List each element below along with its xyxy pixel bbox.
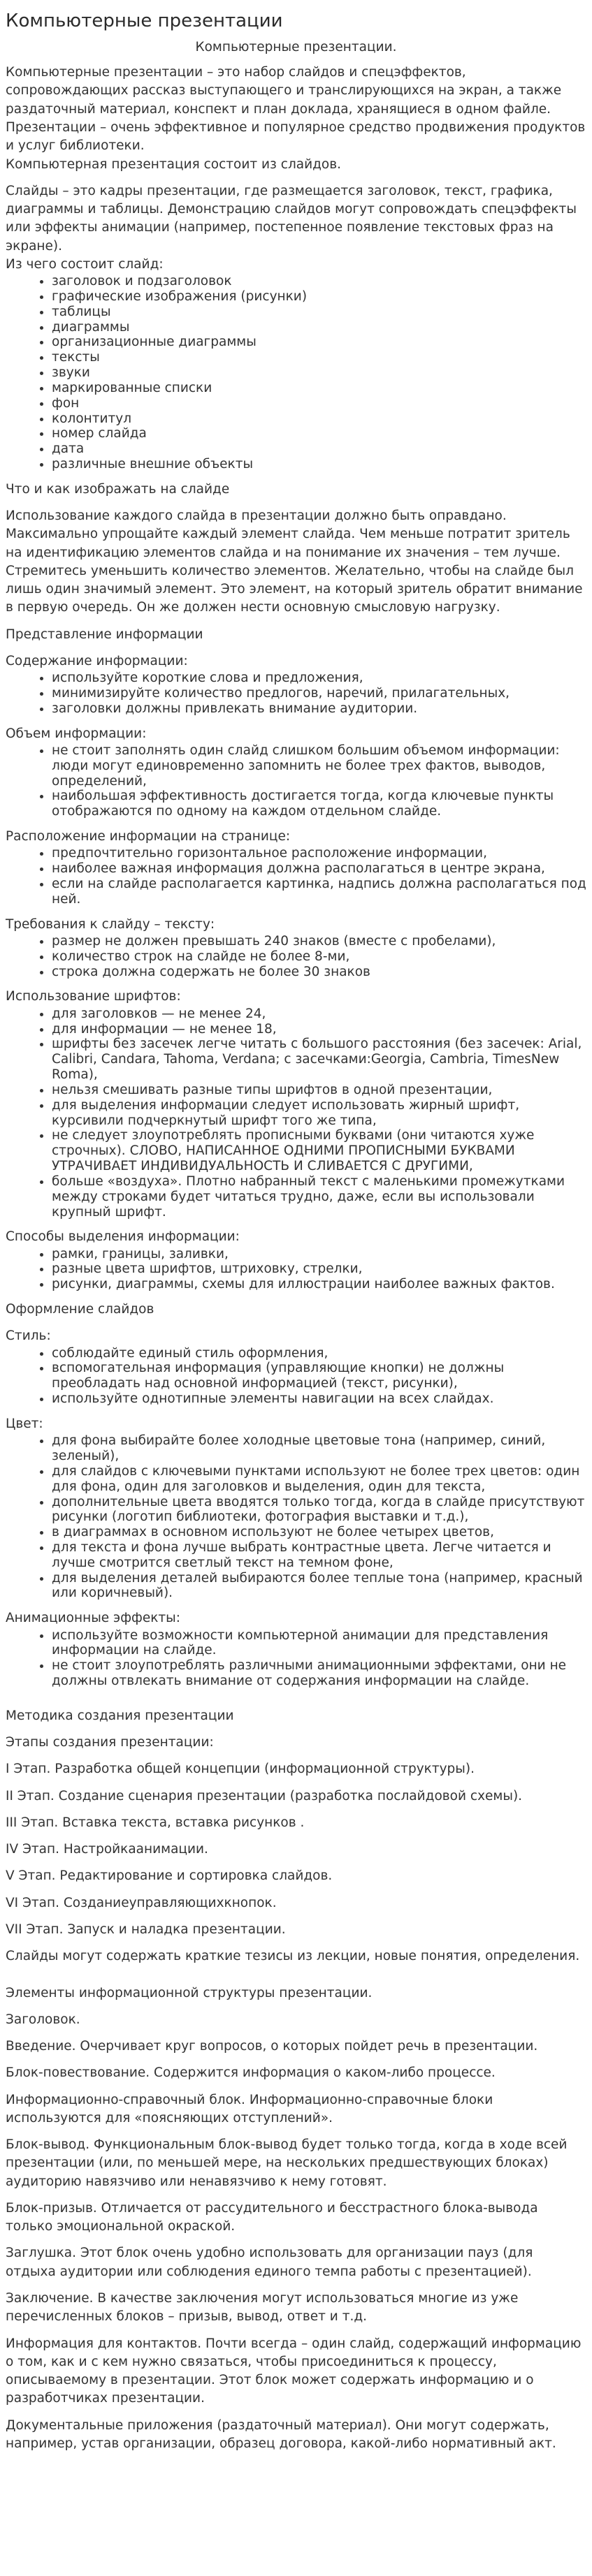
subsection-heading: Стиль:	[6, 1329, 51, 1344]
list-item: • не стоит заполнять один слайд слишком большим объемом информации: люди могут единовременно запомнить не более трех фактов, выводов, определений,	[52, 743, 586, 789]
layout-list	[6, 846, 586, 907]
list-item: • номер слайда	[52, 426, 586, 441]
subsection-heading: Способы выделения информации:	[6, 1229, 240, 1245]
list-paragraph: Информационно-справочный блок. Информационно-справочные блоки используются для «поясняющих отступлений».	[6, 2092, 493, 2125]
list-item: • дата	[52, 441, 586, 457]
list-item: • заголовок и подзаголовок	[52, 274, 586, 289]
section-heading: Методика создания презентации	[6, 1708, 234, 1723]
subsection-heading: Объем информации:	[6, 726, 147, 741]
list-item: • для слайдов с ключевыми пунктами используют не более трех цветов: один для фона, один для заголовков и выделения, один для текста,	[52, 1464, 586, 1495]
section-heading: Оформление слайдов	[6, 1302, 154, 1317]
slides-description: Слайды – это кадры презентации, где размещается заголовок, текст, графика, диаграммы и таблицы. Демонстрацию слайдов могут сопровождать спецэффекты или эффекты анимации (например, постепенное появление текстовых фраз на экране).	[6, 183, 577, 254]
list-item: • наибольшая эффективность достигается тогда, когда ключевые пункты отображаются по одному на каждом отдельном слайде.	[52, 789, 586, 819]
stages-note: Слайды могут содержать краткие тезисы из лекции, новые понятия, определения.	[6, 1949, 580, 1964]
anim-list	[6, 1628, 586, 1689]
intro-paragraph: Компьютерные презентации – это набор слайдов и спецэффектов, сопровождающих рассказ выступающего и транслирующихся на экран, а также раздаточный материал, конспект и план доклада, хранящиеся в одном файле. Презентации – очень эффективное и популярное средство продвижения продуктов и услуг библиотеки.	[6, 65, 586, 154]
list-paragraph: I Этап. Разработка общей концепции (информационной структуры).	[6, 1762, 475, 1777]
list-paragraph: III Этап. Вставка текста, вставка рисунков .	[6, 1815, 305, 1830]
list-item: • используйте однотипные элементы навигации на всех слайдах.	[52, 1391, 586, 1407]
color-list	[6, 1433, 586, 1601]
style-list	[6, 1346, 586, 1407]
list-item: • для выделения информации следует использовать жирный шрифт, курсивили подчеркнутый шрифт того же типа,	[52, 1098, 586, 1129]
list-paragraph: Заглушка. Этот блок очень удобно использовать для организации пауз (для отдыха аудитории или соблюдения единого темпа работы с презентацией).	[6, 2246, 533, 2279]
list-item: • предпочтительно горизонтальное расположение информации,	[52, 846, 586, 861]
list-paragraph: Заголовок.	[6, 2012, 80, 2027]
list-item: • количество строк на слайде не более 8-ми,	[52, 949, 586, 965]
slide-parts-heading: Из чего состоит слайд:	[6, 256, 164, 272]
list-item: • строка должна содержать не более 30 знаков	[52, 965, 586, 980]
subsection-heading: Содержание информации:	[6, 653, 188, 668]
subsection-heading: Этапы создания презентации:	[6, 1735, 214, 1750]
list-item: • графические изображения (рисунки)	[52, 289, 586, 305]
elements-list	[6, 2011, 586, 2453]
list-paragraph: VI Этап. Созданиеуправляющихкнопок.	[6, 1895, 277, 1910]
list-item: • дополнительные цвета вводятся только тогда, когда в слайде присутствуют рисунки (логотип библиотеки, фотография выставки и т.д.),	[52, 1495, 586, 1525]
text-req-list	[6, 934, 586, 979]
list-item: • таблицы	[52, 305, 586, 320]
list-item: • рисунки, диаграммы, схемы для иллюстрации наиболее важных фактов.	[52, 1277, 586, 1292]
list-item: • минимизируйте количество предлогов, наречий, прилагательных,	[52, 686, 586, 701]
content-list	[6, 671, 586, 716]
list-item: • в диаграммах в основном используют не более четырех цветов,	[52, 1525, 586, 1540]
section-heading: Представление информации	[6, 627, 203, 642]
volume-list	[6, 743, 586, 819]
list-item: • нельзя смешивать разные типы шрифтов в одной презентации,	[52, 1083, 586, 1098]
list-item: • вспомогательная информация (управляющие кнопки) не должны преобладать над основной информацией (текст, рисунки),	[52, 1361, 586, 1391]
list-item: • колонтитул	[52, 411, 586, 427]
list-item: • различные внешние объекты	[52, 457, 586, 472]
subsection-heading: Использование шрифтов:	[6, 989, 181, 1004]
subsection-heading: Требования к слайду – тексту:	[6, 916, 215, 932]
list-paragraph: Блок-призыв. Отличается от рассудительного и бесстрастного блока-вывода только эмоциональной окраской.	[6, 2200, 538, 2234]
list-item: • маркированные списки	[52, 381, 586, 396]
list-item: • не следует злоупотреблять прописными буквами (они читаются хуже строчных). СЛОВО, НАПИСАННОЕ ОДНИМИ ПРОПИСНЫМИ БУКВАМИ УТРАЧИВАЕТ ИНДИВИДУАЛЬНОСТЬ И СЛИВАЕТСЯ С ДРУГИМИ,	[52, 1128, 586, 1173]
list-item: • фон	[52, 396, 586, 411]
list-item: • шрифты без засечек легче читать с большого расстояния (без засечек: Arial, Calibri, Candara, Tahoma, Verdana; с засечками:Georgia, Cambria, TimesNew Roma),	[52, 1037, 586, 1082]
list-paragraph: Документальные приложения (раздаточный материал). Они могут содержать, например, устав организации, образец договора, какой-либо нормативный акт.	[6, 2417, 556, 2451]
list-item: • для текста и фона лучше выбрать контрастные цвета. Легче читается и лучше смотрится светлый текст на темном фоне,	[52, 1540, 586, 1571]
slide-parts-list	[6, 274, 586, 472]
section-paragraph: Использование каждого слайда в презентации должно быть оправдано. Максимально упрощайте каждый элемент слайда. Чем меньше потратит зритель на идентификацию элементов слайда и на понимание их значения – тем лучше. Стремитесь уменьшить количество элементов. Желательно, чтобы на слайде был лишь один значимый элемент. Это элемент, на который зритель обратит внимание в первую очередь. Он же должен нести основную смысловую нагрузку.	[6, 508, 583, 615]
list-item: • для фона выбирайте более холодные цветовые тона (например, синий, зеленый),	[52, 1433, 586, 1464]
list-paragraph: IV Этап. Настройкаанимации.	[6, 1842, 208, 1857]
list-item: • для заголовков — не менее 24,	[52, 1007, 586, 1022]
list-paragraph: Блок-вывод. Функциональным блок-вывод будет только тогда, когда в ходе всей презентации (или, по меньшей мере, на нескольких предшествующих блоках) аудиторию навязчиво или ненавязчиво к нему готовят.	[6, 2137, 568, 2189]
list-item: • больше «воздуха». Плотно набранный текст с маленькими промежутками между строками будет читаться трудно, даже, если вы использовали крупный шрифт.	[52, 1174, 586, 1220]
subsection-heading: Цвет:	[6, 1416, 43, 1431]
list-item: • используйте возможности компьютерной анимации для представления информации на слайде.	[52, 1628, 586, 1659]
list-item: • организационные диаграммы	[52, 335, 586, 350]
list-item: • заголовки должны привлекать внимание аудитории.	[52, 701, 586, 717]
list-paragraph: V Этап. Редактирование и сортировка слайдов.	[6, 1868, 333, 1884]
list-item: • звуки	[52, 365, 586, 381]
list-item: • соблюдайте единый стиль оформления,	[52, 1346, 586, 1361]
subsection-heading: Анимационные эффекты:	[6, 1611, 181, 1626]
page-subtitle: Компьютерные презентации.	[195, 39, 397, 54]
list-item: • разные цвета шрифтов, штриховку, стрелки,	[52, 1261, 586, 1277]
list-item: • не стоит злоупотреблять различными анимационными эффектами, они не должны отвлекать внимание от содержания информации на слайде.	[52, 1658, 586, 1689]
highlight-list	[6, 1247, 586, 1292]
list-paragraph: Информация для контактов. Почти всегда – один слайд, содержащий информацию о том, как и с кем нужно связаться, чтобы присоединиться к процессу, описываемому в презентации. Этот блок может содержать информацию и о разработчиках презентации.	[6, 2336, 582, 2406]
fonts-list	[6, 1007, 586, 1220]
section-heading: Элементы информационной структуры презентации.	[6, 1985, 373, 2000]
list-item: • диаграммы	[52, 320, 586, 335]
section-heading: Что и как изображать на слайде	[6, 481, 230, 497]
list-item: • размер не должен превышать 240 знаков (вместе с пробелами),	[52, 934, 586, 949]
list-item: • рамки, границы, заливки,	[52, 1247, 586, 1262]
list-item: • если на слайде располагается картинка, надпись должна располагаться под ней.	[52, 877, 586, 907]
stages-list	[6, 1760, 586, 1939]
subsection-heading: Расположение информации на странице:	[6, 829, 291, 844]
list-item: • используйте короткие слова и предложения,	[52, 671, 586, 686]
list-item: • для выделения деталей выбираются более теплые тона (например, красный или коричневый).	[52, 1571, 586, 1602]
list-item: • для информации — не менее 18,	[52, 1022, 586, 1037]
list-item: • тексты	[52, 350, 586, 365]
list-paragraph: Введение. Очерчивает круг вопросов, о которых пойдет речь в презентации.	[6, 2039, 538, 2054]
list-paragraph: VII Этап. Запуск и наладка презентации.	[6, 1922, 286, 1937]
list-paragraph: Блок-повествование. Содержится информация о каком-либо процессе.	[6, 2065, 496, 2081]
list-item: • наиболее важная информация должна располагаться в центре экрана,	[52, 861, 586, 877]
page-title: Компьютерные презентации	[6, 10, 283, 31]
list-paragraph: II Этап. Создание сценария презентации (разработка послайдовой схемы).	[6, 1788, 523, 1803]
intro-paragraph: Компьютерная презентация состоит из слайдов.	[6, 156, 342, 172]
list-paragraph: Заключение. В качестве заключения могут использоваться многие из уже перечисленных блоков – призыв, вывод, ответ и т.д.	[6, 2290, 519, 2325]
